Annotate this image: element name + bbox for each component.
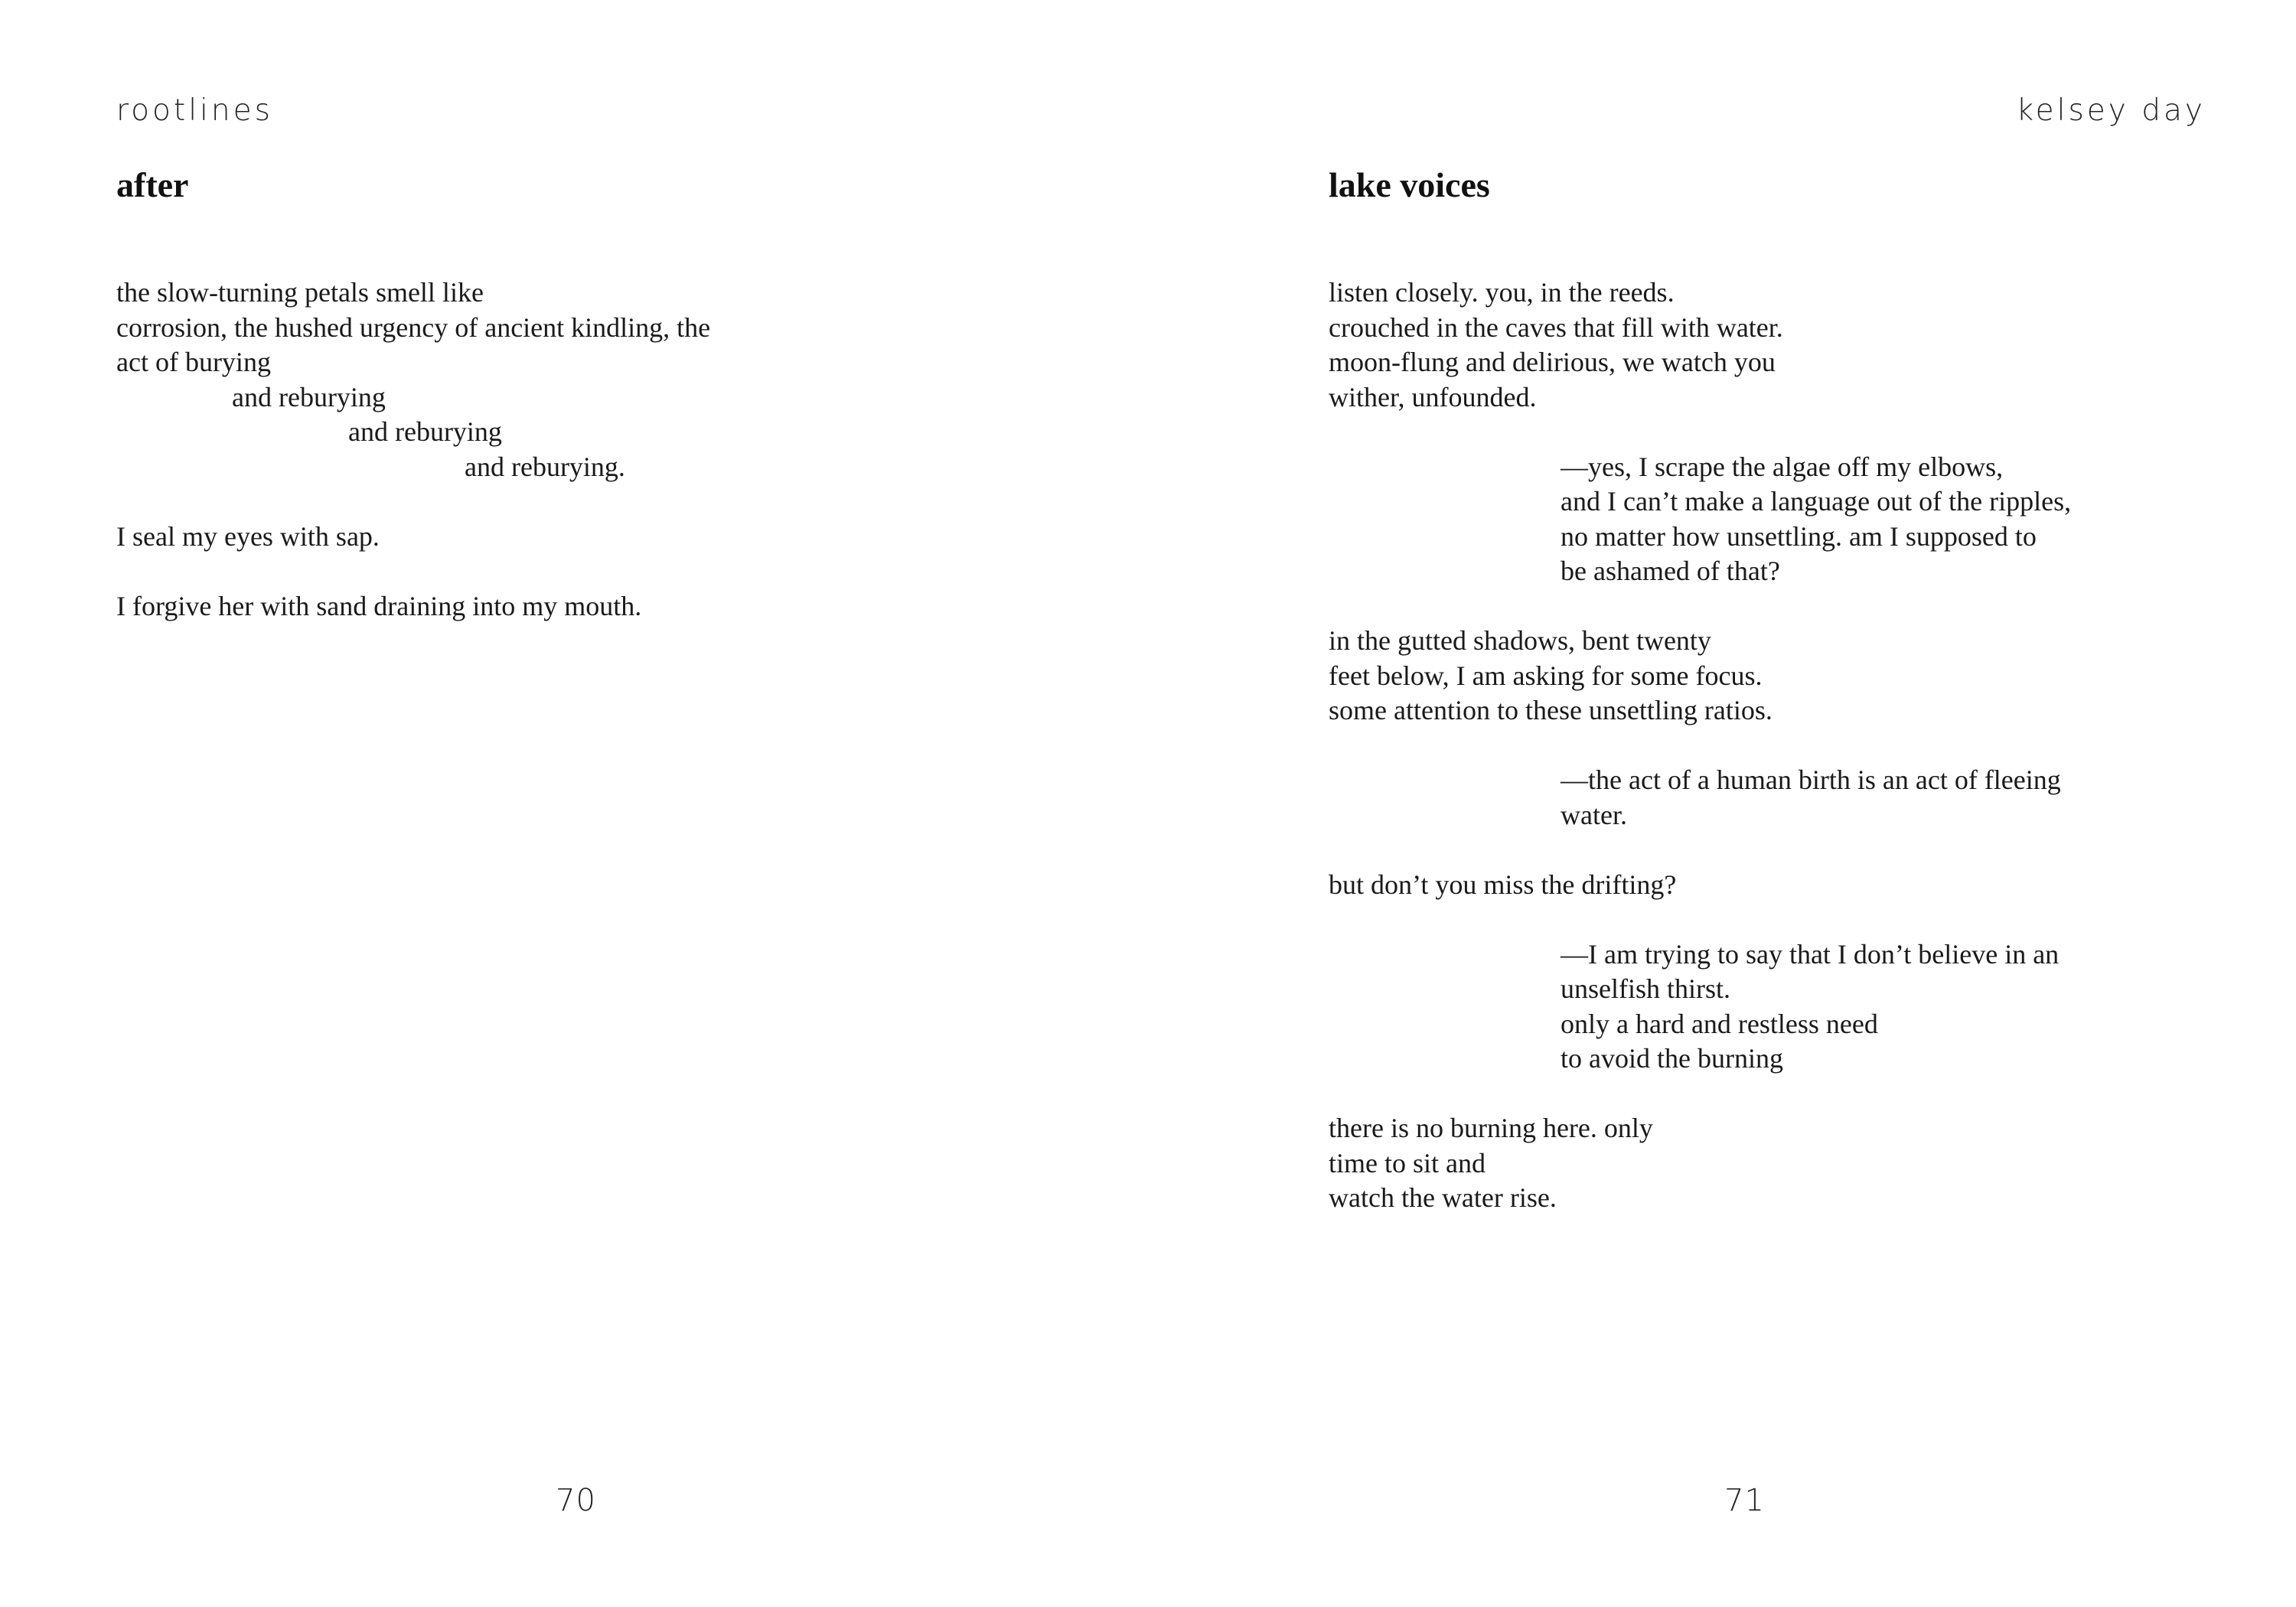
poem-line: I seal my eyes with sap. <box>116 520 380 552</box>
page-number: 71 <box>1724 1483 1765 1518</box>
stanza-indented <box>1329 763 2071 833</box>
running-head-author: kelsey day <box>2016 93 2206 128</box>
stanza-break <box>1329 833 2071 868</box>
poem-line-indented: be ashamed of that? <box>1561 556 1780 586</box>
stanza-break <box>1329 1077 2071 1112</box>
page-number: 70 <box>556 1483 596 1518</box>
poem-line: feet below, I am asking for some focus. <box>1329 660 1763 691</box>
stanza <box>116 275 710 484</box>
stanza-break <box>1329 415 2071 450</box>
poem-line-indented: water. <box>1561 799 1627 830</box>
poem-title: after <box>116 165 189 204</box>
stanza <box>1329 868 2071 903</box>
poem-line-indented: only a hard and restless need <box>1561 1008 1878 1039</box>
poem-line-indented: —yes, I scrape the algae off my elbows, <box>1561 451 2004 482</box>
poem-line: the slow-turning petals smell like <box>116 277 484 308</box>
poem-line-indented: —I am trying to say that I don’t believe in an <box>1561 938 2060 970</box>
poem-line-indented: and reburying. <box>465 451 625 482</box>
stanza <box>1329 1111 2071 1216</box>
poem-line: act of burying <box>116 347 271 377</box>
stanza <box>116 520 710 555</box>
stanza-break <box>1329 902 2071 937</box>
poem-line: I forgive her with sand draining into my mouth. <box>116 590 642 621</box>
poem-line: there is no burning here. only <box>1329 1113 1653 1143</box>
stanza <box>116 589 710 624</box>
poem-title: lake voices <box>1329 165 1490 204</box>
running-head-book-title: rootlines <box>116 93 273 128</box>
poem-line: listen closely. you, in the reeds. <box>1329 277 1675 308</box>
poem-line: wither, unfounded. <box>1329 381 1537 412</box>
poem-line-indented: and I can’t make a language out of the ripples, <box>1561 486 2072 517</box>
poem-line: crouched in the caves that fill with water. <box>1329 311 1783 343</box>
right-page <box>1148 0 2296 1607</box>
poem-line: moon-flung and delirious, we watch you <box>1329 347 1776 377</box>
poem-line-indented: —the act of a human birth is an act of fleeing <box>1561 764 2061 795</box>
poem-line-indented: no matter how unsettling. am I supposed to <box>1561 520 2037 552</box>
stanza-break <box>116 554 710 589</box>
stanza-break <box>1329 729 2071 764</box>
poem-line: in the gutted shadows, bent twenty <box>1329 625 1711 656</box>
stanza-break <box>116 484 710 520</box>
poem-body <box>116 275 710 624</box>
stanza <box>1329 624 2071 729</box>
stanza-break <box>1329 589 2071 624</box>
poem-line-indented: to avoid the burning <box>1561 1043 1783 1074</box>
poem-line: corrosion, the hushed urgency of ancient kindling, the <box>116 311 711 343</box>
poem-line-indented: unselfish thirst. <box>1561 973 1730 1004</box>
poem-body <box>1329 275 2071 1216</box>
stanza <box>1329 275 2071 415</box>
poem-line: but don’t you miss the drifting? <box>1329 869 1677 900</box>
poem-line-indented: and reburying <box>232 381 386 412</box>
poem-line: time to sit and <box>1329 1147 1486 1178</box>
poem-line: some attention to these unsettling ratios. <box>1329 695 1773 725</box>
stanza-indented <box>1329 937 2071 1077</box>
poem-line-indented: and reburying <box>348 416 502 447</box>
stanza-indented <box>1329 450 2071 589</box>
poem-line: watch the water rise. <box>1329 1182 1557 1213</box>
